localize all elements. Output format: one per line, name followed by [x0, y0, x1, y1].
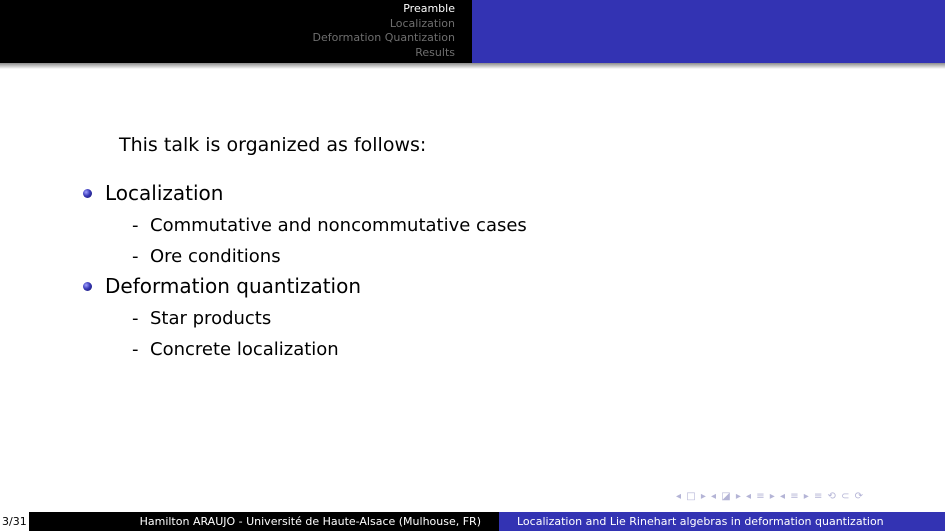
intro-text: This talk is organized as follows: [119, 134, 427, 156]
nav-item-preamble[interactable]: Preamble [403, 2, 455, 15]
subitem-label: Commutative and noncommutative cases [150, 215, 527, 236]
topic-localization [105, 181, 223, 205]
bullet-icon [83, 189, 92, 198]
subitem-concrete-localization [132, 339, 339, 360]
footer-author: Hamilton ARAUJO - Université de Haute-Alsace (Mulhouse, FR) [29, 512, 499, 531]
beamer-navigation-icons[interactable]: ◂ □ ▸ ◂ ◪ ▸ ◂ ≡ ▸ ◂ ≡ ▸ ≡ ⟲ ⊂ ⟳ [676, 491, 865, 502]
dash-marker: - [132, 308, 139, 329]
slide-header [0, 0, 945, 63]
slide-footer [0, 512, 945, 531]
footer-title: Localization and Lie Rinehart algebras in deformation quantization [499, 512, 945, 531]
topic-deformation-quantization [105, 274, 361, 298]
bullet-icon [83, 282, 92, 291]
section-navigation [313, 2, 456, 60]
nav-item-results[interactable]: Results [415, 45, 455, 59]
page-number: 3/31 [0, 512, 31, 531]
subitem-label: Concrete localization [150, 339, 339, 360]
dash-marker: - [132, 246, 139, 267]
topic-label: Deformation quantization [105, 274, 362, 298]
subitem-label: Star products [150, 308, 272, 329]
nav-item-deformation-quantization[interactable]: Deformation Quantization [312, 31, 455, 44]
header-right-panel [472, 0, 945, 63]
nav-item-localization[interactable]: Localization [389, 16, 455, 30]
dash-marker: - [132, 215, 139, 236]
subitem-star-products [132, 308, 271, 329]
topic-label: Localization [105, 181, 224, 205]
header-shadow [0, 63, 945, 69]
subitem-ore [132, 246, 281, 267]
subitem-commutative [132, 215, 527, 236]
dash-marker: - [132, 339, 139, 360]
subitem-label: Ore conditions [150, 246, 281, 267]
